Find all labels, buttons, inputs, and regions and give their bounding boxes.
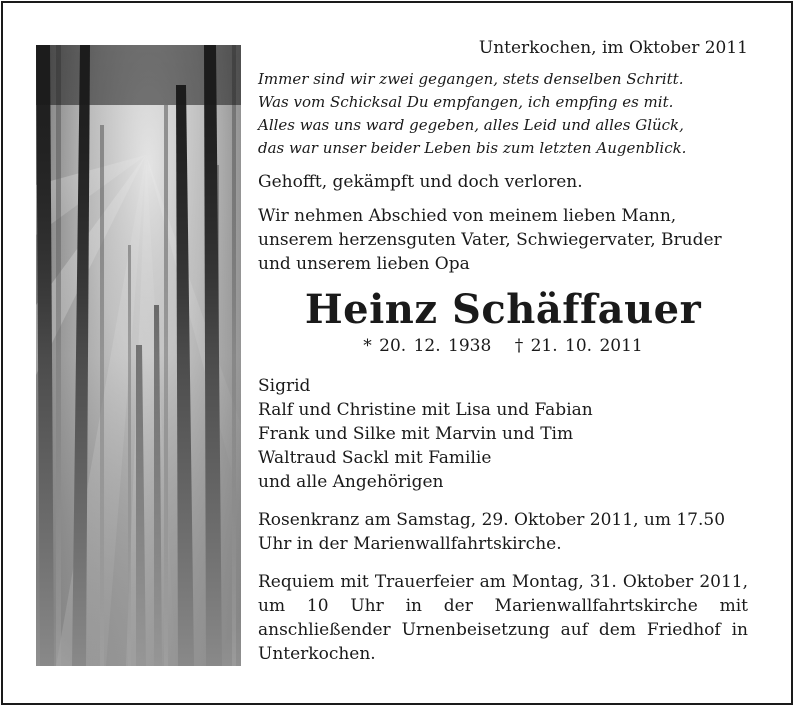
life-dates: [258, 336, 748, 356]
forest-photo-graphic: [36, 45, 241, 666]
death-date: † 21. 10. 2011: [514, 336, 643, 356]
poem-line: Immer sind wir zwei gegangen, stets denselben Schritt.: [258, 70, 684, 88]
poem-line: das war unser beider Leben bis zum letzten Augenblick.: [258, 139, 687, 157]
deceased-name: Heinz Schäffauer: [304, 286, 702, 333]
mourner-entry: und alle Angehörigen: [258, 472, 444, 492]
motto: Gehofft, gekämpft und doch verloren.: [258, 172, 583, 192]
poem: [258, 68, 748, 160]
mourner-entry: Sigrid: [258, 376, 311, 396]
requiem-info: Requiem mit Trauerfeier am Montag, 31. Oktober 2011, um 10 Uhr in der Marienwallfahrtskirche mit anschließender Urnenbeisetzung auf dem Friedhof in Unterkochen.: [258, 572, 748, 664]
rosary-info: Rosenkranz am Samstag, 29. Oktober 2011, um 17.50 Uhr in der Marienwallfahrtskirche.: [258, 510, 726, 554]
mourner-entry: Waltraud Sackl mit Familie: [258, 448, 492, 468]
farewell-text: Wir nehmen Abschied von meinem lieben Mann, unserem herzensguten Vater, Schwiegervater, Bruder und unserem lieben Opa: [258, 206, 722, 274]
place-date: Unterkochen, im Oktober 2011: [478, 38, 748, 58]
poem-line: Alles was uns ward gegeben, alles Leid und alles Glück,: [258, 116, 684, 134]
mourner-entry: Ralf und Christine mit Lisa und Fabian: [258, 400, 593, 420]
poem-line: Was vom Schicksal Du empfangen, ich empfing es mit.: [258, 93, 674, 111]
mourners-list: [258, 374, 748, 494]
notice-text-column: [258, 38, 748, 666]
birth-date: * 20. 12. 1938: [363, 336, 492, 356]
forest-light-rays-image: [36, 45, 241, 666]
mourner-entry: Frank und Silke mit Marvin und Tim: [258, 424, 574, 444]
